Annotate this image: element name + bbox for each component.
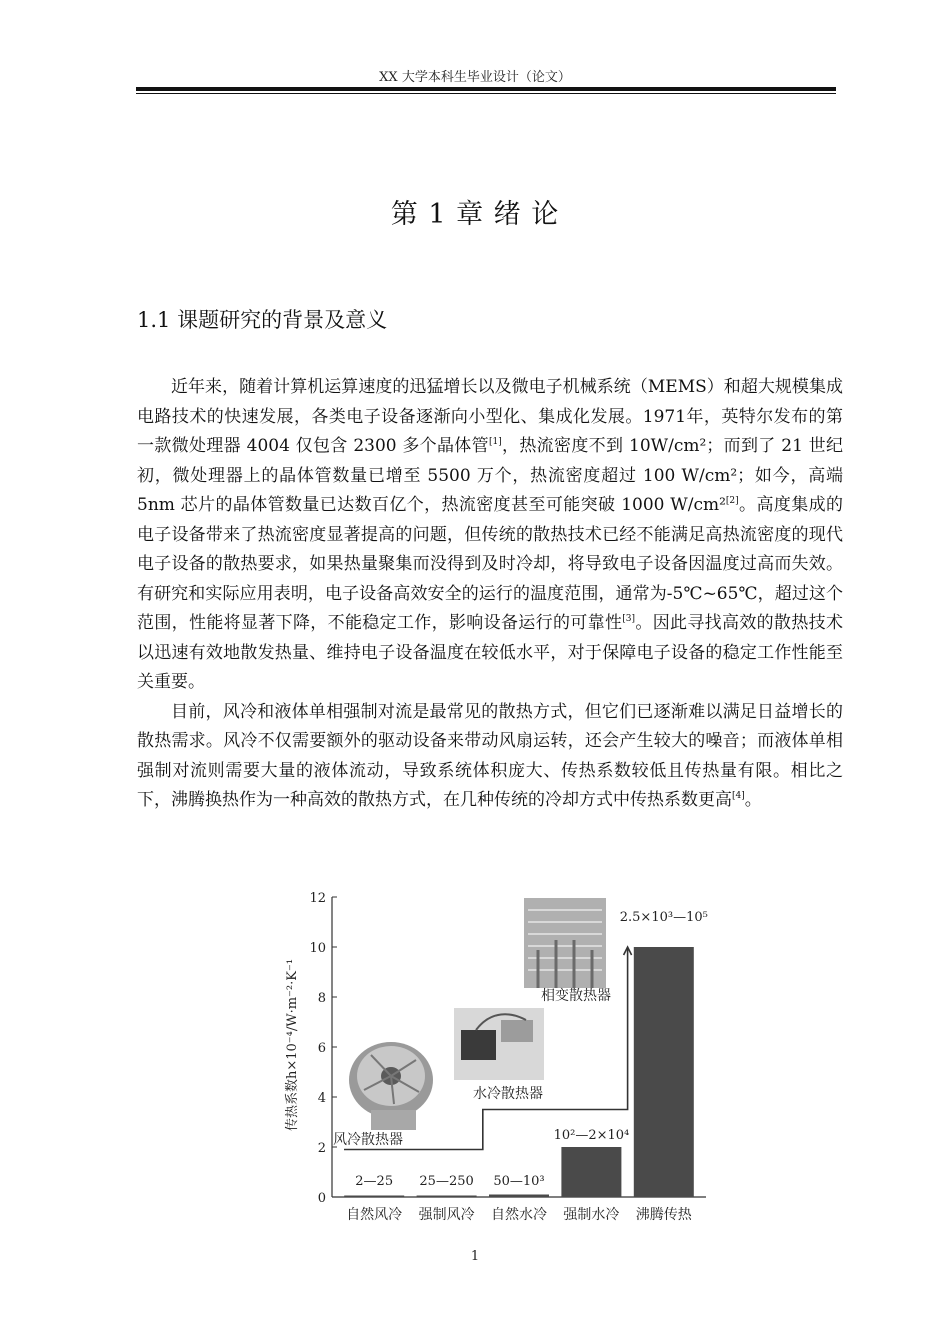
y-tick-label: 0 [317, 1191, 326, 1206]
bar-1 [344, 1196, 404, 1198]
citation-4[interactable]: [4] [732, 791, 745, 801]
bar-4 [561, 1147, 621, 1197]
y-ticks [309, 891, 337, 1206]
paragraph-2-text-1: 目前，风冷和液体单相强制对流是最常见的散热方式，但它们已逐渐难以满足日益增长的散热需求。风冷不仅需要额外的驱动设备来带动风扇运转，还会产生较大的噪音；而液体单相强制对流则需要大量的液体流动，导致系统体积庞大、传热系数较低且传热量有限。相比之下，沸腾换热作为一种高效的散热方式，在几种传统的冷却方式中传热系数更高 [137, 701, 843, 810]
header-rule-thick [136, 87, 836, 91]
y-axis-label: 传热系数h×10⁻⁴/W·m⁻²·K⁻¹ [285, 958, 300, 1132]
citation-3[interactable]: [3] [622, 614, 636, 624]
x-tick-label: 自然风冷 [346, 1207, 403, 1223]
paragraph-1-text-1: 近年来，随着计算机运算速度的迅猛增长以及微电子机械系统（MEMS）和超大规模集成电路技术的快速发展，各类电子设备逐渐向小型化、集成化发展。1971年，英特尔发布的第一款微处理器 4004 仅包含 2300 多个晶体管 [137, 377, 843, 456]
heat-transfer-chart [276, 880, 711, 1230]
page-number: 1 [470, 1249, 480, 1264]
y-tick-label: 4 [317, 1091, 326, 1106]
citation-2[interactable]: [2] [725, 496, 739, 506]
callout-label-3: 相变散热器 [541, 988, 611, 1004]
paragraph-1-text-3: 。高度集成的电子设备带来了热流密度显著提高的问题，但传统的散热技术已经不能满足高热流密度的现代电子设备的散热要求，如果热量聚集而没得到及时冷却，将导致电子设备因温度过高而失效。有研究和实际应用表明，电子设备高效安全的运行的温度范围，通常为-5℃~65℃，超过这个范围，性能将显著下降，不能稳定工作，影响设备运行的可靠性 [137, 495, 844, 633]
section-title: 1.1 课题研究的背景及意义 [137, 308, 388, 332]
range-label-3: 50—10³ [493, 1174, 545, 1189]
running-header: XX 大学本科生毕业设计（论文） [379, 70, 571, 85]
phase-change-cooler-illustration [524, 898, 606, 988]
x-tick-label: 强制水冷 [563, 1207, 620, 1223]
paragraph-1-text-4: 。因此寻找高效的散热技术以迅速有效地散发热量、维持电子设备温度在较低水平，对于保障电子设备的稳定工作性能至关重要。 [137, 613, 844, 692]
range-label-4: 10²—2×10⁴ [553, 1128, 630, 1143]
paragraph-1-text-2: ，热流密度不到 10W/cm²；而到了 21 世纪初，微处理器上的晶体管数量已增至 5500 万个，热流密度超过 100 W/cm²；如今，高端 5nm 芯片的晶体管数量已达数百亿个，热流密度甚至可能突破 1000 W/cm² [137, 436, 843, 515]
header-rule-thin [136, 93, 836, 94]
y-tick-label: 6 [317, 1041, 326, 1056]
range-label-2: 25—250 [419, 1174, 474, 1189]
callout-label-1: 风冷散热器 [333, 1132, 403, 1148]
callout-label-2: 水冷散热器 [473, 1086, 543, 1102]
chapter-title: 第 1 章 绪 论 [390, 199, 560, 230]
water-cooler-illustration [454, 1008, 544, 1080]
x-tick-label: 沸腾传热 [635, 1207, 692, 1223]
chart-canvas [276, 880, 711, 1230]
range-label-1: 2—25 [355, 1174, 394, 1189]
air-cooler-illustration [349, 1042, 433, 1130]
paragraph-1 [137, 373, 843, 698]
y-tick-label: 8 [317, 991, 326, 1006]
y-tick-label: 12 [309, 891, 326, 906]
y-tick-label: 10 [309, 941, 326, 956]
x-tick-labels [346, 1206, 693, 1223]
bar-5 [634, 947, 694, 1197]
x-tick-label: 强制风冷 [418, 1207, 475, 1223]
body-text [137, 373, 843, 816]
x-tick-label: 自然水冷 [491, 1207, 547, 1223]
range-label-5: 2.5×10³—10⁵ [619, 910, 708, 925]
bar-2 [417, 1196, 477, 1198]
citation-1[interactable]: [1] [488, 437, 502, 447]
y-tick-label: 2 [317, 1141, 326, 1156]
paragraph-2-text-2: 。 [744, 790, 762, 810]
paragraph-2 [137, 698, 843, 816]
bar-3 [489, 1195, 549, 1198]
